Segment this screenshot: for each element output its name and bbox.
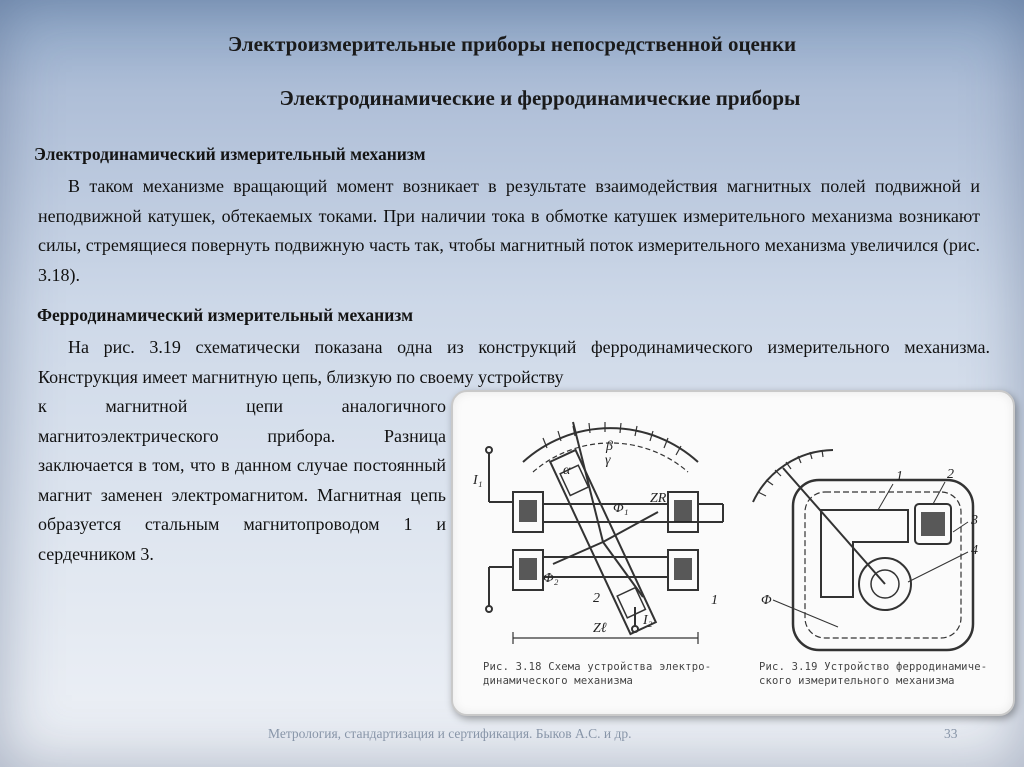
label-2-n1: 1 bbox=[896, 469, 903, 484]
figure-caption-3-19: Рис. 3.19 Устройство ферродинамиче-ского измерительного механизма bbox=[759, 661, 988, 687]
label-alpha: α bbox=[563, 463, 571, 478]
diagram-3-19 bbox=[753, 450, 973, 650]
label-2-n4: 4 bbox=[971, 543, 978, 558]
page-number: 33 bbox=[944, 726, 958, 741]
label-i2: I₂ bbox=[643, 613, 653, 628]
section-heading-ferrodynamic: Ферродинамический измерительный механизм bbox=[37, 305, 414, 325]
label-gamma: γ bbox=[605, 453, 611, 468]
section-heading-electrodynamic: Электродинамический измерительный механизм bbox=[34, 144, 426, 164]
label-zl: Zℓ bbox=[593, 621, 607, 636]
footer-text: Метрология, стандартизация и сертификация. Быков А.С. и др. bbox=[268, 726, 632, 741]
paragraph-ferrodynamic-side: к магнитной цепи аналогичного магнитоэлектрического прибора. Разница заключается в том, что в данном случае постоянный магнит заменен электромагнитом. Магнитная цепь образуется стальным магнитопроводом 1 и сердечником 3. bbox=[38, 396, 446, 564]
label-n1: 1 bbox=[711, 593, 718, 608]
label-phi2: Φ₂ bbox=[543, 571, 559, 586]
label-2-n3: 3 bbox=[971, 513, 978, 528]
scale-arc-2 bbox=[753, 450, 833, 502]
label-i1: I₁ bbox=[473, 473, 483, 488]
figure-panel bbox=[451, 390, 1015, 716]
slide-title: Электроизмерительные приборы непосредственной оценки bbox=[227, 32, 797, 56]
label-beta: β bbox=[606, 439, 613, 454]
diagram-labels bbox=[472, 439, 978, 636]
label-zr: ZR bbox=[650, 491, 667, 506]
paragraph-ferrodynamic-top: На рис. 3.19 схематически показана одна из конструкций ферродинамического измерительного механизма. Конструкция имеет магнитную цепь, близкую по своему устройству bbox=[38, 337, 990, 387]
label-2-n2: 2 bbox=[947, 467, 954, 482]
label-2-phi: Φ bbox=[761, 593, 772, 608]
figure-caption-3-18: Рис. 3.18 Схема устройства электро-динамического механизма bbox=[483, 661, 712, 687]
coil-fill-2 bbox=[921, 512, 945, 536]
slide-subtitle: Электродинамические и ферродинамические приборы bbox=[279, 86, 801, 110]
label-n2: 2 bbox=[593, 591, 600, 606]
paragraph-electrodynamic: В таком механизме вращающий момент возникает в результате взаимодействия магнитных полей подвижной и неподвижной катушек, обтекаемых токами. При наличии тока в обмотке катушек измерительного механизма возникают силы, стремящиеся повернуть подвижную часть так, чтобы магнитный поток измерительного механизма увеличился (рис. 3.18). bbox=[38, 176, 980, 285]
label-phi1: Φ₁ bbox=[613, 501, 629, 516]
